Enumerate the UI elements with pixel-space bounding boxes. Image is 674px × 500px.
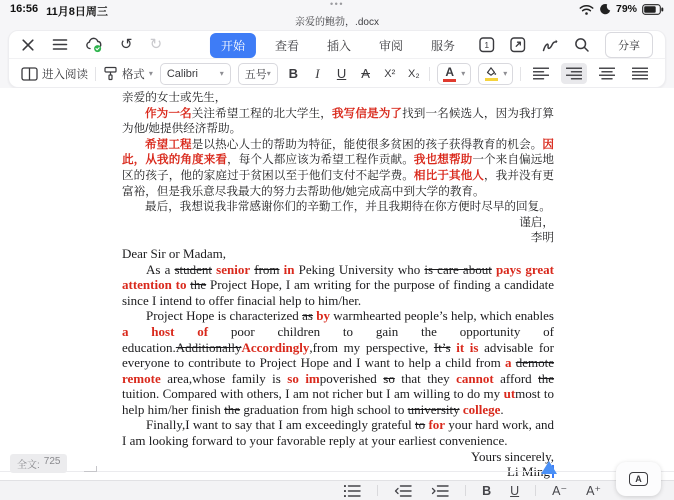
inserted-text[interactable]: 因此，从我的角度来看 [122,137,554,167]
document-title: 亲爱的鲍勃，.docx [295,17,379,28]
document-page[interactable] [0,88,674,480]
deleted-text[interactable]: to [415,417,426,433]
text-style-panel-button[interactable] [616,462,661,496]
text-run[interactable]: Yours sincerely, [470,448,554,464]
text-run[interactable]: your hard work, and I am looking forward to your favorable reply at your earliest convenience. [122,417,554,449]
enter-reading-mode-label: 进入阅读 [42,68,88,81]
deleted-text[interactable]: the [190,277,207,293]
inserted-text[interactable]: cannot [456,370,494,386]
multitasking-dots-icon[interactable]: ••• [330,0,344,9]
align-left-button[interactable] [528,63,554,84]
font-size-value: 五号 [244,68,267,81]
doc-paragraph[interactable] [122,215,554,231]
bullet-list-icon[interactable] [340,484,364,498]
inserted-text[interactable]: pays great attention to [122,261,555,293]
text-run[interactable]: most to help him/her finish [122,386,554,417]
highlight-color-swatch [485,78,498,81]
font-color-a-icon: A [445,64,455,79]
text-run[interactable]: 一个来自偏远地区的孩子，他的家庭过于贫困以至于他们支付不起学费。 [122,153,554,182]
text-run[interactable]: 找到一名候选人，因为我打算为他/她提供经济帮助。 [122,106,554,136]
close-button[interactable] [21,38,35,52]
battery-icon [642,4,664,15]
doc-paragraph[interactable] [122,308,554,417]
text-run[interactable]: poverished [319,370,384,386]
ribbon-tabs [210,31,464,59]
ribbon-tab-4[interactable]: 服务 [422,33,464,58]
do-not-disturb-moon-icon [599,3,611,15]
text-run[interactable]: Li Ming [507,464,550,480]
deleted-text[interactable]: the [224,401,241,417]
inserted-text[interactable]: ut [503,386,516,402]
text-run[interactable]: afford [493,370,539,386]
text-run[interactable]: 最后，我想说我非常感谢你们的辛勤工作，并且我期待在你方便时尽早的回复。 [145,200,551,214]
format-painter-icon [103,66,118,81]
page-bottom-edge [0,471,674,472]
doc-paragraph[interactable] [122,262,554,309]
a-style-icon: A [629,472,648,487]
inserted-text[interactable]: so im [287,370,320,386]
italic-button[interactable]: I [309,66,326,82]
menu-icon[interactable] [52,38,68,51]
cloud-saved-icon[interactable] [85,37,103,53]
text-run[interactable]: area,whose family is [160,370,288,386]
deleted-text[interactable]: is care about [424,261,492,277]
text-run[interactable]: advisable for everyone to contribute to Project Hope and I want to help a child from [122,339,555,371]
doc-paragraph[interactable] [122,246,554,262]
undo-icon[interactable]: ↺ [120,36,133,53]
text-run[interactable]: 谨启， [519,215,554,229]
inserted-text[interactable]: in [283,261,295,277]
font-family-select[interactable] [160,63,231,85]
deleted-text[interactable]: as [302,308,313,324]
text-run[interactable]: Peking University who [294,261,425,277]
font-color-swatch [443,79,456,82]
doc-paragraph[interactable] [122,449,554,465]
align-justify-button[interactable] [627,63,653,84]
status-date: 11月8日周三 [46,6,108,18]
text-cursor-handle[interactable] [541,461,557,474]
status-bar [0,0,674,28]
chevron-down-icon: ▾ [503,69,508,78]
divider [520,67,521,81]
wifi-icon [579,4,594,15]
text-run[interactable]: ，每个人都应该为希望工程作贡献。 [227,153,414,167]
outdent-icon[interactable] [391,484,415,498]
format-painter-button[interactable] [103,66,153,82]
inserted-text[interactable]: Accordingly [241,339,310,355]
align-center-button[interactable] [594,63,620,84]
indent-icon[interactable] [428,484,452,498]
ribbon-tab-0[interactable]: 开始 [210,33,256,58]
text-run[interactable]: that they [394,370,457,386]
divider [429,67,430,81]
doc-paragraph[interactable] [122,417,554,448]
text-run[interactable]: . [500,401,504,417]
highlighter-icon [484,66,498,77]
doc-paragraph[interactable] [122,464,554,480]
word-count-label: 全文: [17,460,40,471]
font-color-button[interactable] [437,63,471,85]
align-right-button[interactable] [561,63,587,84]
underline-button[interactable]: U [333,66,350,81]
underline-quick-button[interactable]: U [507,484,522,498]
text-run[interactable]: 是以热心人士的帮助为特征，能使很多贫困的孩子获得教育的机会。 [191,137,543,151]
deleted-text[interactable]: from [254,261,280,277]
toolbar-card [8,30,666,88]
status-time: 16:56 [10,3,39,15]
divider [465,485,466,496]
inserted-text[interactable]: 相比于其他人 [413,168,484,182]
word-count-badge[interactable] [10,454,67,473]
ribbon-tab-2[interactable]: 插入 [318,33,360,58]
document-body[interactable] [122,90,554,480]
format-painter-label: 格式 [121,68,145,81]
battery-percent: 79% [615,3,637,15]
text-run[interactable]: warmhearted people’s help, which enables [329,308,554,324]
bold-quick-button[interactable]: B [479,484,494,498]
share-button[interactable]: 分享 [605,32,653,58]
chevron-down-icon: ▾ [461,69,466,78]
inserted-text[interactable]: 希望工程 [145,137,192,151]
deleted-text[interactable]: so [383,370,395,386]
chevron-down-icon: ▾ [266,69,271,78]
inserted-text[interactable]: remote [122,370,161,386]
strikethrough-button[interactable]: A [357,66,374,81]
book-icon [21,67,38,81]
chevron-down-icon: ▾ [148,69,153,78]
bold-button[interactable]: B [285,66,302,81]
doc-paragraph[interactable] [122,137,554,199]
deleted-text[interactable]: Additionally [175,339,242,355]
text-run[interactable]: tuition. Compared with others, I am not richer but I am willing to do my [122,386,504,402]
deleted-text[interactable]: demote [515,355,555,371]
deleted-text[interactable]: the [538,370,555,386]
search-icon[interactable] [574,37,590,53]
ribbon-tab-1[interactable]: 查看 [266,33,308,58]
inserted-text[interactable]: 我也想帮助 [413,153,473,167]
redo-icon[interactable]: ↻ [149,36,163,53]
text-run[interactable]: 关注希望工程的北大学生， [191,106,332,120]
divider [535,485,536,496]
ribbon-tab-3[interactable]: 审阅 [370,33,412,58]
doc-paragraph[interactable] [122,199,554,215]
inserted-text[interactable]: a host of [122,323,209,339]
doc-paragraph[interactable] [122,106,554,137]
increase-font-size-button[interactable]: A⁺ [583,483,604,498]
divider [377,485,378,496]
inserted-text[interactable]: 我写信是为了 [332,106,403,120]
font-size-select[interactable] [238,63,278,85]
highlight-color-button[interactable] [478,63,513,85]
svg-text:1: 1 [484,39,490,50]
doc-paragraph[interactable] [122,230,554,246]
divider [95,67,96,81]
text-run[interactable]: Dear Sir or Madam, [122,245,226,261]
text-run[interactable]: Finally,I want to say that I am exceedingly grateful [146,417,416,433]
text-run[interactable]: ，我并没有更富裕，但是我乐意尽我最大的努力去帮助他/她完成高中到大学的教育。 [122,168,554,198]
page-number-icon[interactable] [479,37,495,53]
text-run[interactable]: ,from my perspective, [309,339,434,355]
format-toolbar [9,59,665,88]
deleted-text[interactable]: student [174,261,213,277]
superscript-button[interactable]: X² [381,68,398,80]
text-run[interactable]: graduation from high school to [240,401,408,417]
subscript-button[interactable]: X₂ [405,68,422,80]
fit-screen-icon[interactable] [510,37,526,53]
deleted-text[interactable]: university [407,401,460,417]
ink-pen-icon[interactable] [541,37,559,53]
main-toolbar [9,31,665,59]
inserted-text[interactable]: 作为一名 [145,106,192,120]
text-run[interactable]: Project Hope, I am writing for the purpose of finding a candidate since I intend to offer finacial help to him/her. [122,277,554,308]
text-run[interactable]: As a [146,261,175,277]
quick-format-bar [0,480,674,500]
inserted-text[interactable]: a [504,355,512,371]
font-family-value: Calibri [166,67,199,80]
inserted-text[interactable]: senior [216,261,251,277]
inserted-text[interactable]: by [316,308,330,324]
enter-reading-mode-button[interactable] [21,66,88,82]
chevron-down-icon: ▾ [219,69,224,78]
inserted-text[interactable]: for [428,417,446,433]
page-margin-corner-mark [84,466,97,472]
doc-paragraph[interactable] [122,90,554,106]
inserted-text[interactable]: it is [456,339,479,355]
inserted-text[interactable]: college [462,401,501,417]
decrease-font-size-button[interactable]: A⁻ [549,483,570,498]
text-run[interactable]: Project Hope is characterized [146,308,303,324]
deleted-text[interactable]: It’s [433,339,451,355]
text-run[interactable]: poor children to gain the opportunity of education. [122,323,554,355]
text-run[interactable]: 李明 [530,231,554,245]
word-count-value: 725 [43,456,61,467]
text-run[interactable]: 亲爱的女士或先生， [122,91,227,104]
